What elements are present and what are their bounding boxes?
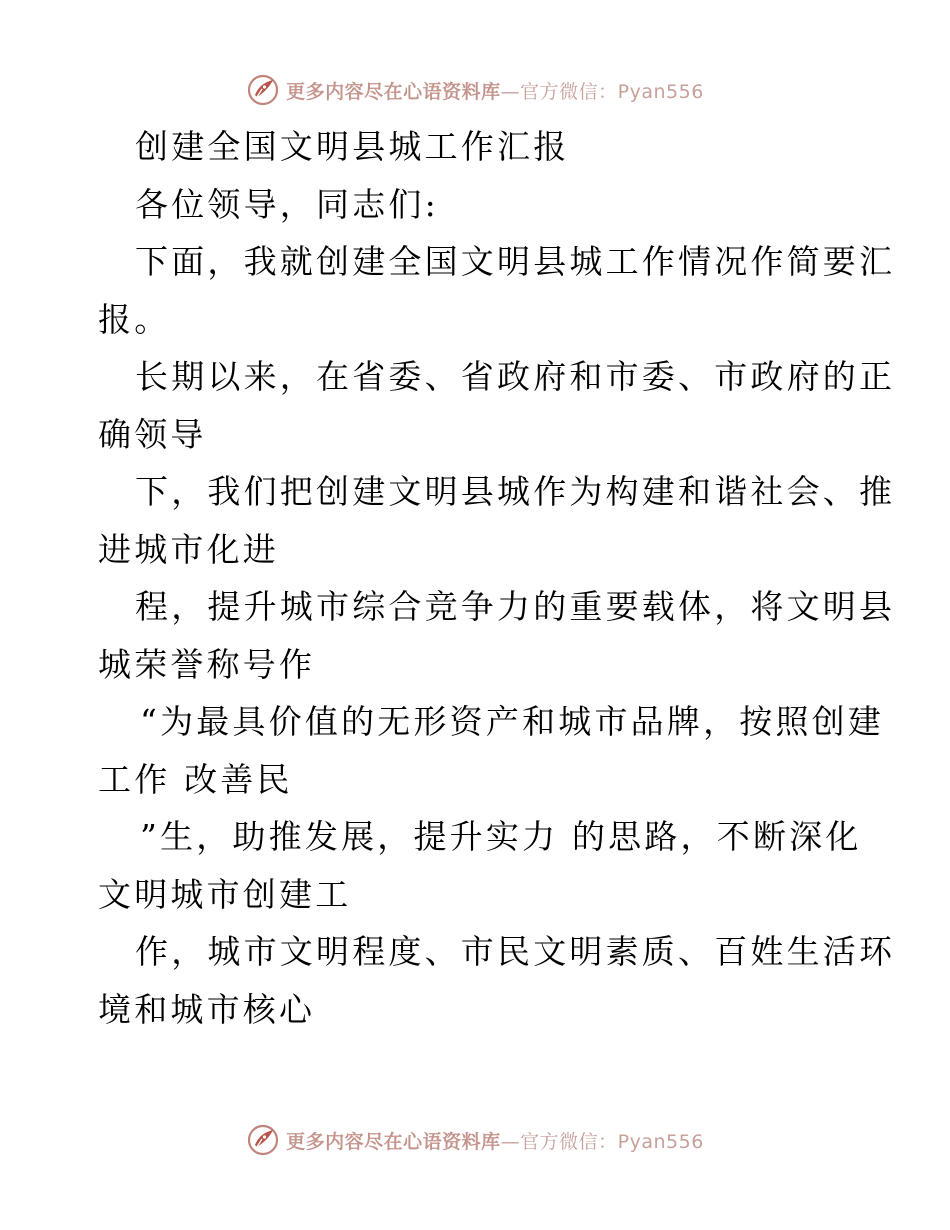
- header-banner-text: [286, 77, 704, 104]
- paragraph-line: 作，城市文明程度、市民文明素质、百姓生活环: [135, 932, 896, 971]
- paragraph-line: 城荣誉称号作: [98, 644, 316, 684]
- salutation-line: 各位领导，同志们:: [135, 184, 439, 224]
- footer-banner[interactable]: [0, 1120, 950, 1160]
- paragraph-line: 下面，我就创建全国文明县城工作情况作简要汇: [135, 242, 896, 281]
- header-contact: 官方微信：Pyan556: [520, 80, 704, 103]
- header-banner[interactable]: [0, 70, 950, 110]
- pen-nib-logo-icon: [246, 1123, 280, 1157]
- footer-contact: 官方微信：Pyan556: [520, 1130, 704, 1153]
- footer-separator: —: [500, 1130, 521, 1153]
- paragraph-line: ”生，助推发展，提升实力 的思路，不断深化: [140, 817, 862, 856]
- footer-banner-text: [286, 1127, 704, 1154]
- pen-nib-logo-icon: [246, 73, 280, 107]
- paragraph-line: 报。: [98, 299, 171, 339]
- document-body: [98, 118, 896, 1038]
- paragraph-line: 进城市化进: [98, 529, 279, 569]
- paragraph-line: 确领导: [98, 414, 207, 454]
- paragraph-line: 下，我们把创建文明县城作为构建和谐社会、推: [135, 472, 896, 511]
- paragraph-line: 长期以来，在省委、省政府和市委、市政府的正: [135, 357, 896, 396]
- paragraph-line: 工作 改善民: [98, 759, 293, 799]
- paragraph-line: 文明城市创建工: [98, 874, 352, 914]
- paragraph-line: 程，提升城市综合竞争力的重要载体，将文明县: [135, 587, 896, 626]
- header-separator: —: [500, 80, 521, 103]
- header-brand: 更多内容尽在心语资料库: [286, 80, 501, 103]
- paragraph-line: “为最具价值的无形资产和城市品牌，按照创建: [140, 702, 885, 741]
- paragraph-line: 境和城市核心: [98, 989, 316, 1029]
- document-title: 创建全国文明县城工作汇报: [135, 127, 570, 166]
- footer-brand: 更多内容尽在心语资料库: [286, 1130, 501, 1153]
